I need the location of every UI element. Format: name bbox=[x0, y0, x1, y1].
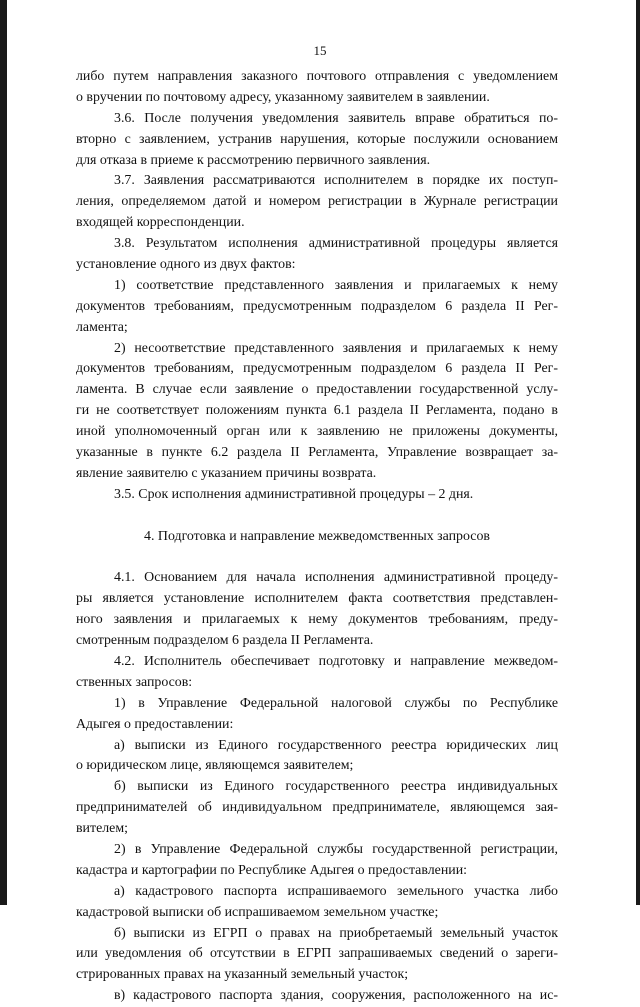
text-line: б) выписки из ЕГРП о правах на приобретаемый земельный участок bbox=[114, 925, 558, 941]
text-line: 2) в Управление Федеральной службы государственной регистрации, bbox=[114, 841, 558, 857]
text-line: о юридическом лице, являющемся заявителем; bbox=[76, 758, 354, 774]
text-line: либо путем направления заказного почтового отправления с уведомлением bbox=[76, 69, 558, 84]
text-line: кадастровой выписки об испрашиваемом земельном участке; bbox=[76, 904, 439, 920]
text-line: б) выписки из Единого государственного реестра индивидуальных bbox=[114, 779, 558, 795]
text-line: документов требованиям, предусмотренным подразделом 6 раздела II Рег- bbox=[76, 298, 558, 314]
text-line: 4.2. Исполнитель обеспечивает подготовку и направление межведом- bbox=[114, 653, 558, 669]
text-line: Адыгея о предоставлении: bbox=[76, 716, 234, 732]
text-line: вителем; bbox=[76, 821, 128, 837]
text-line: смотренным подразделом 6 раздела II Регламента. bbox=[76, 633, 374, 649]
text-line: ламента. В случае если заявление о предоставлении государственной услу- bbox=[76, 382, 558, 398]
text-line: для отказа в приеме к рассмотрению первичного заявления. bbox=[76, 152, 431, 168]
text-line: 3.7. Заявления рассматриваются исполнителем в порядке их поступ- bbox=[114, 173, 558, 189]
text-line: 2) несоответствие представленного заявления и прилагаемых к нему bbox=[114, 340, 558, 356]
section-heading: 4. Подготовка и направление межведомственных запросов bbox=[144, 528, 490, 544]
text-line: вторно с заявлением, устранив нарушения, которые послужили основанием bbox=[76, 131, 558, 147]
scan-border-right bbox=[636, 0, 640, 905]
blank-line bbox=[76, 506, 558, 527]
text-line: ственных запросов: bbox=[76, 674, 193, 690]
text-line: 1) в Управление Федеральной налоговой службы по Республике bbox=[114, 695, 558, 711]
text-line: иной уполномоченный орган или к заявлению не приложены документы, bbox=[76, 424, 558, 440]
text-line: ного заявления и прилагаемых к нему документов требованиям, преду- bbox=[76, 612, 558, 628]
text-line: 4.1. Основанием для начала исполнения административной процеду- bbox=[114, 570, 558, 586]
text-line: документов требованиям, предусмотренным подразделом 6 раздела II Рег- bbox=[76, 361, 558, 377]
text-line: ламента; bbox=[76, 319, 128, 335]
blank-line bbox=[76, 547, 558, 568]
document-body bbox=[76, 67, 558, 1007]
page-number: 15 bbox=[313, 43, 327, 58]
text-line: 3.6. После получения уведомления заявитель вправе обратиться по- bbox=[114, 110, 558, 126]
text-line: предпринимателей об индивидуальном предпринимателе, являющемся зая- bbox=[76, 800, 558, 816]
text-line: в) кадастрового паспорта здания, сооружения, расположенного на ис- bbox=[114, 988, 558, 1004]
text-line: ги не соответствует положениям пункта 6.1 раздела II Регламента, подано в bbox=[76, 403, 558, 419]
text-line: 3.8. Результатом исполнения административной процедуры является bbox=[114, 236, 558, 252]
text-line: ления, определяемом датой и номером регистрации в Журнале регистрации bbox=[76, 194, 558, 210]
text-line: или уведомления об отсутствии в ЕГРП запрашиваемых сведений о зареги- bbox=[76, 946, 558, 962]
scan-border-left bbox=[0, 0, 7, 905]
text-line: входящей корреспонденции. bbox=[76, 215, 245, 231]
text-line: 1) соответствие представленного заявления и прилагаемых к нему bbox=[114, 277, 558, 293]
text-line: явление заявителю с указанием причины возврата. bbox=[76, 465, 377, 481]
text-line: ры является установление исполнителем факта соответствия представлен- bbox=[76, 591, 558, 607]
text-line: 3.5. Срок исполнения административной процедуры – 2 дня. bbox=[114, 486, 474, 502]
text-line: а) выписки из Единого государственного реестра юридических лиц bbox=[114, 737, 558, 753]
text-line: установление одного из двух фактов: bbox=[76, 257, 296, 273]
text-line: о вручении по почтовому адресу, указанному заявителем в заявлении. bbox=[76, 89, 490, 105]
text-line: кадастра и картографии по Республике Адыгея о предоставлении: bbox=[76, 862, 467, 878]
text-line: указанные в пункте 6.2 раздела II Регламента, Управление возвращает за- bbox=[76, 445, 558, 461]
text-line: а) кадастрового паспорта испрашиваемого земельного участка либо bbox=[114, 883, 558, 899]
text-line: стрированных правах на указанный земельный участок; bbox=[76, 967, 409, 983]
